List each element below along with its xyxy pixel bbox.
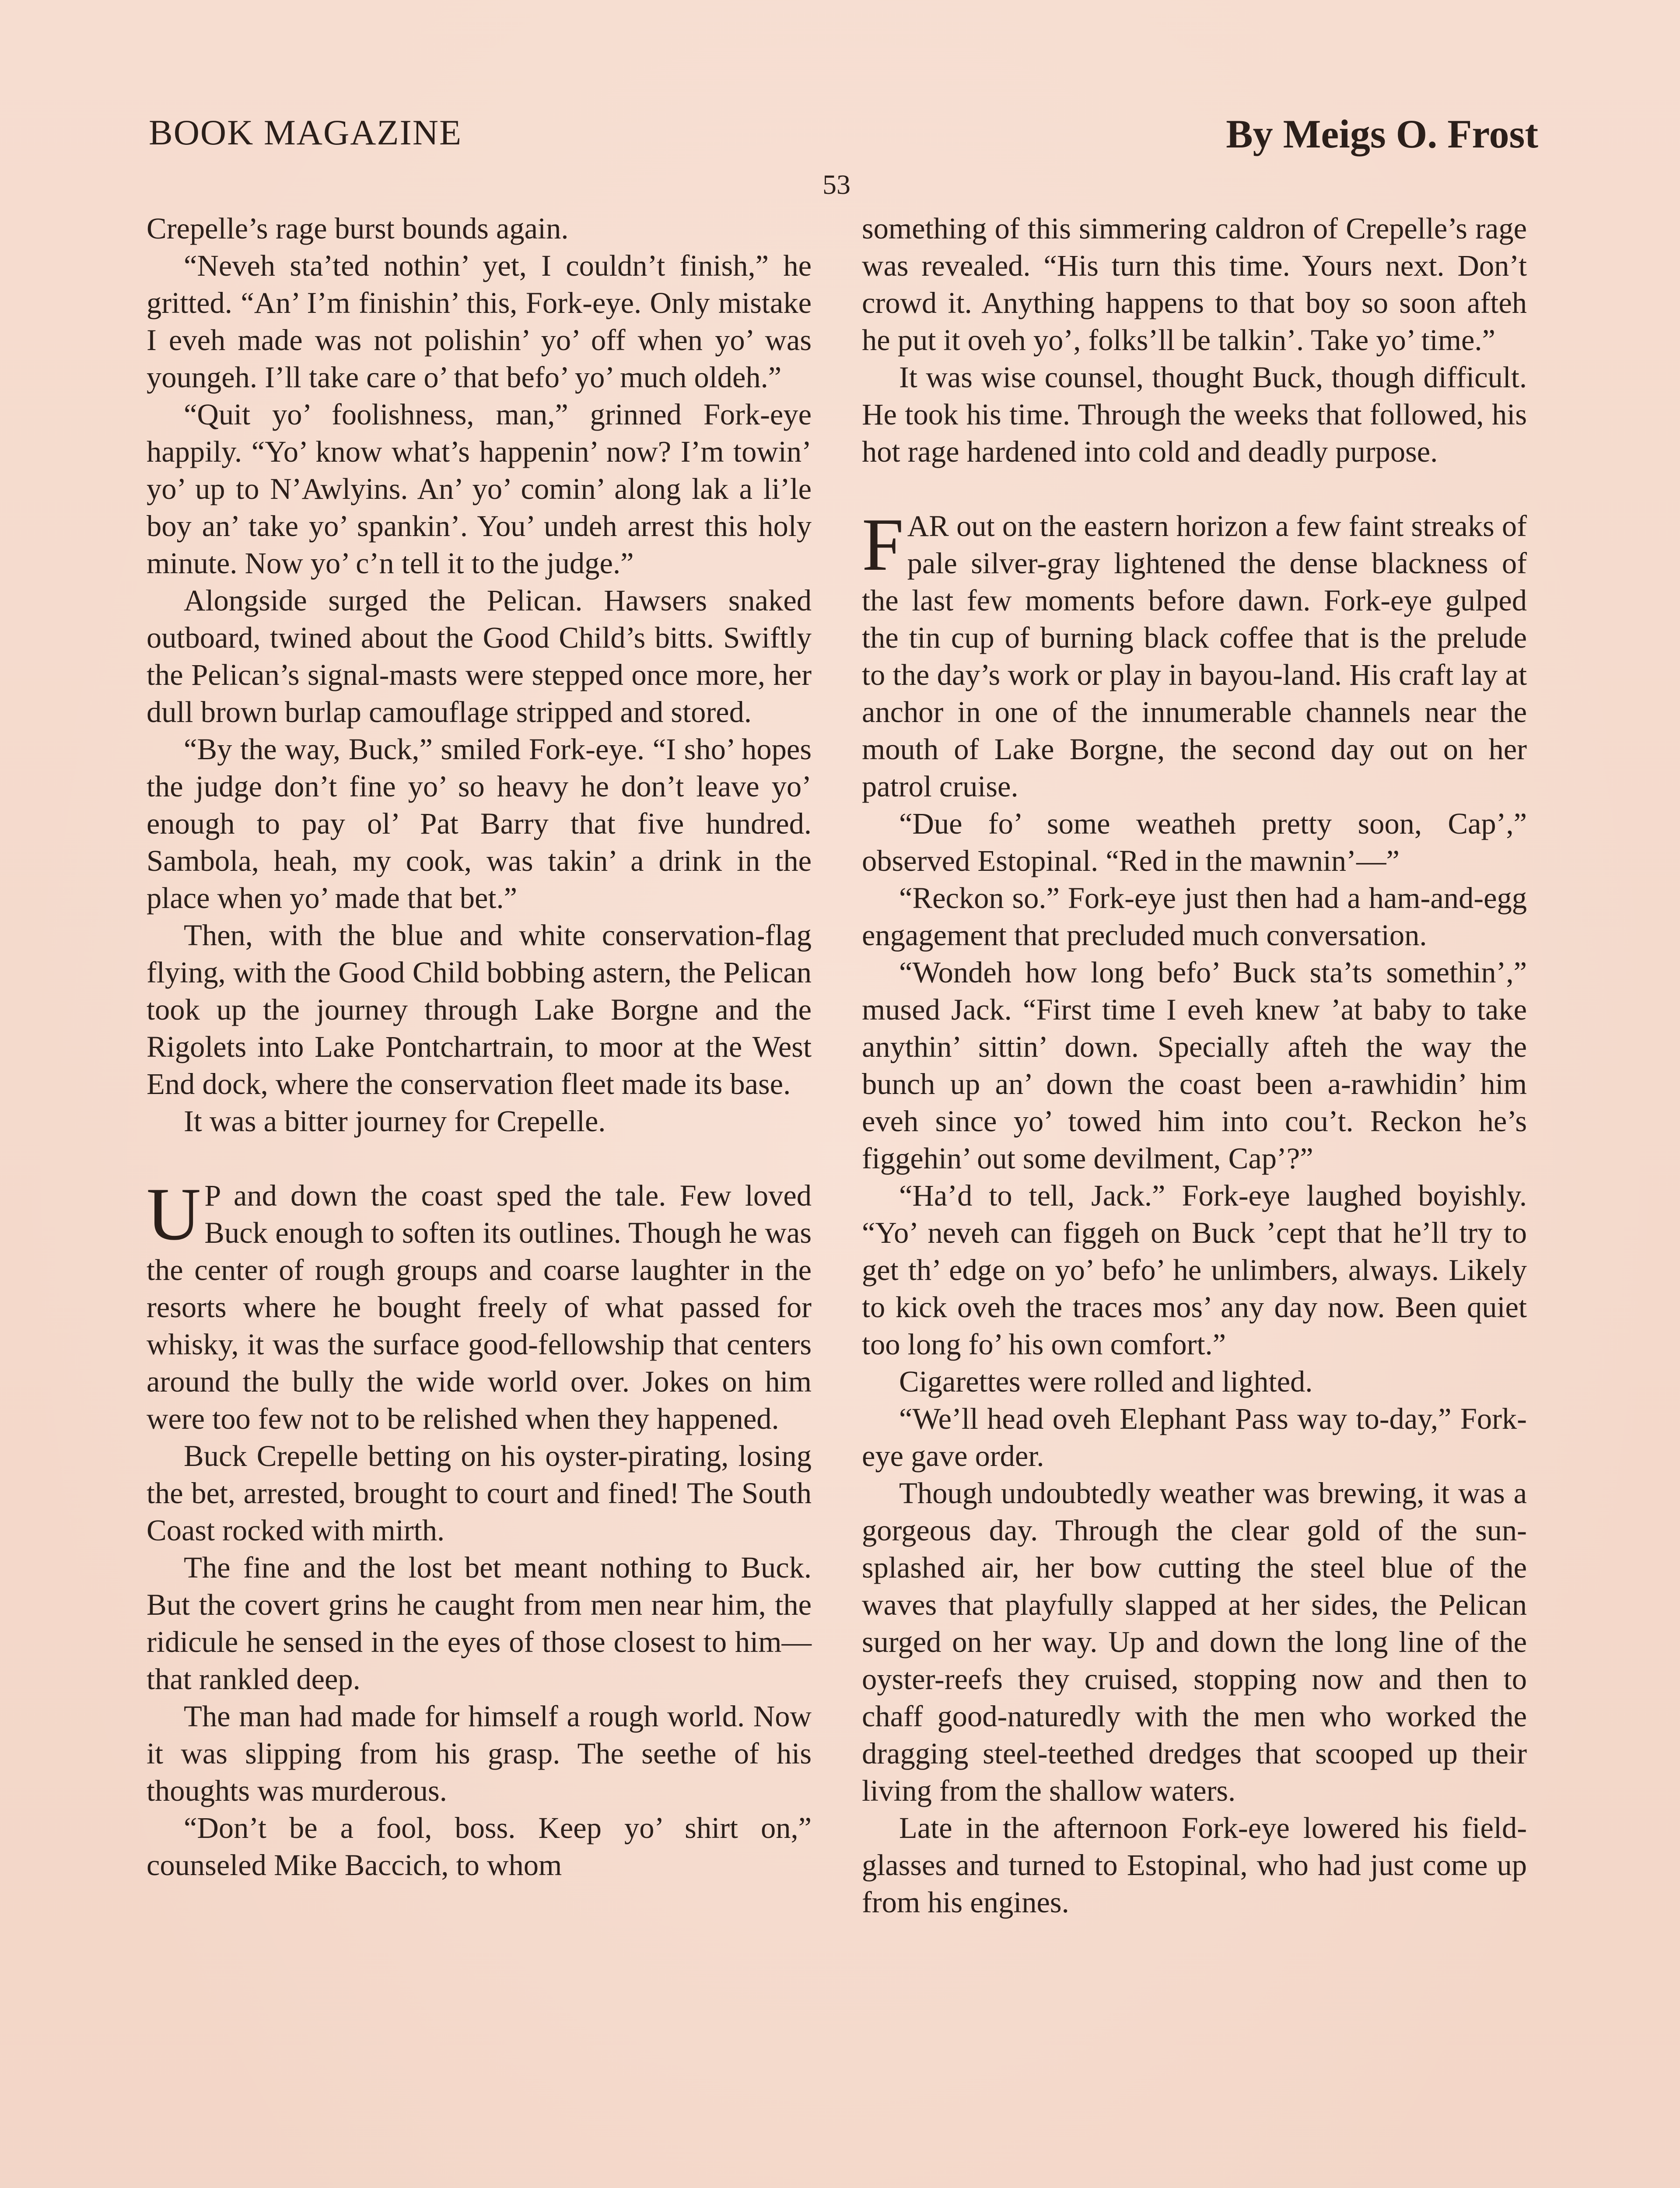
paragraph: Cigarettes were rolled and lighted. — [899, 1365, 1313, 1398]
author-byline: By Meigs O. Frost — [1226, 112, 1538, 156]
paragraph: “By the way, Buck,” smiled Fork-eye. “I sho’ hopes the judge don’t fine yo’ so heavy he don’t leave yo’ enough to pay ol’ Pat Barry that five hundred. Sambola, heah, my cook, was takin’ a drink in the place when yo’ made that bet.” — [147, 733, 812, 915]
paragraph: “Don’t be a fool, boss. Keep yo’ shirt on,” counseled Mike Baccich, to whom — [147, 1811, 812, 1882]
magazine-title: BOOK MAGAZINE — [149, 112, 462, 152]
paragraph: Alongside surged the Pelican. Hawsers snaked outboard, twined about the Good Child’s bitts. Swiftly the Pelican’s signal-masts were stepped once more, her dull brown burlap camouflage stripped and stored. — [147, 584, 812, 729]
paragraph: It was a bitter journey for Crepelle. — [184, 1105, 606, 1138]
paragraph: “We’ll head oveh Elephant Pass way to-day,” Fork-eye gave order. — [862, 1402, 1527, 1473]
paragraph: “Reckon so.” Fork-eye just then had a ham-and-egg engagement that precluded much conversation. — [862, 881, 1527, 952]
section-opening-text: P and down the coast sped the tale. Few loved Buck enough to soften its outlines. Though he was the center of rough groups and coarse laughter in the resorts where he bought freely of what passed for whisky, it was the surface good-fellowship that centers around the bully the wide world over. Jokes on him were too few not to be relished when they happened. — [147, 1179, 812, 1435]
paragraph: Buck Crepelle betting on his oyster-pirating, losing the bet, arrested, brought to court and fined! The South Coast rocked with mirth. — [147, 1439, 812, 1547]
left-column — [147, 210, 812, 1884]
paragraph: Then, with the blue and white conservation-flag flying, with the Good Child bobbing astern, the Pelican took up the journey through Lake Borgne and the Rigolets into Lake Pontchartrain, to moor at the West End dock, where the conservation fleet made its base. — [147, 919, 812, 1101]
paragraph: Late in the afternoon Fork-eye lowered his field-glasses and turned to Estopinal, who had just come up from his engines. — [862, 1811, 1527, 1919]
section-opening-text: AR out on the eastern horizon a few faint streaks of pale silver-gray lightened the dense blackness of the last few moments before dawn. Fork-eye gulped the tin cup of burning black coffee that is the prelude to the day’s work or play in bayou-land. His craft lay at anchor in one of the innumerable channels near the mouth of Lake Borgne, the second day out on her patrol cruise. — [862, 509, 1527, 803]
page-number: 53 — [822, 169, 850, 200]
drop-cap: F — [862, 503, 904, 586]
section-opening-paragraph — [862, 503, 1527, 805]
right-column — [862, 210, 1527, 1921]
section-opening-paragraph — [147, 1173, 812, 1438]
paragraph: “Quit yo’ foolishness, man,” grinned Fork-eye happily. “Yo’ know what’s happenin’ now? I’m towin’ yo’ up to N’Awlyins. An’ yo’ comin’ along lak a li’le boy an’ take yo’ spankin’. You’ undeh arrest this holy minute. Now yo’ c’n tell it to the judge.” — [147, 398, 812, 580]
paragraph: The fine and the lost bet meant nothing to Buck. But the covert grins he caught from men near him, the ridicule he sensed in the eyes of those closest to him—that rankled deep. — [147, 1551, 812, 1696]
paragraph: Crepelle’s rage burst bounds again. — [147, 212, 569, 245]
drop-cap: U — [147, 1173, 201, 1256]
paragraph: “Neveh sta’ted nothin’ yet, I couldn’t finish,” he gritted. “An’ I’m finishin’ this, Fork-eye. Only mistake I eveh made was not polishin’ yo’ off when yo’ was youngeh. I’ll take care o’ that befo’ yo’ much oldeh.” — [147, 249, 812, 394]
paragraph: It was wise counsel, thought Buck, though difficult. He took his time. Through the weeks that followed, his hot rage hardened into cold and deadly purpose. — [862, 361, 1527, 468]
paragraph: “Ha’d to tell, Jack.” Fork-eye laughed boyishly. “Yo’ neveh can figgeh on Buck ’cept that he’ll try to get th’ edge on yo’ befo’ he unlimbers, always. Likely to kick oveh the traces mos’ any day now. Been quiet too long fo’ his own comfort.” — [862, 1179, 1527, 1361]
paragraph: “Wondeh how long befo’ Buck sta’ts somethin’,” mused Jack. “First time I eveh knew ’at baby to take anythin’ sittin’ down. Specially afteh the way the bunch up an’ down the coast been a-rawhidin’ him eveh since yo’ towed him into cou’t. Reckon he’s figgehin’ out some devilment, Cap’?” — [862, 956, 1527, 1175]
paragraph: “Due fo’ some weatheh pretty soon, Cap’,” observed Estopinal. “Red in the mawnin’—” — [862, 807, 1527, 877]
paragraph: Though undoubtedly weather was brewing, it was a gorgeous day. Through the clear gold of the sun-splashed air, her bow cutting the steel blue of the waves that playfully slapped at her sides, the Pelican surged on her way. Up and down the long line of the oyster-reefs they cruised, stopping now and then to chaff good-naturedly with the men who worked the dragging steel-teethed dredges that scooped up their living from the shallow waters. — [862, 1476, 1527, 1807]
paragraph: something of this simmering caldron of Crepelle’s rage was revealed. “His turn this time. Yours next. Don’t crowd it. Anything happens to that boy so soon afteh he put it oveh yo’, folks’ll be talkin’. Take yo’ time.” — [862, 212, 1527, 357]
paragraph: The man had made for himself a rough world. Now it was slipping from his grasp. The seethe of his thoughts was murderous. — [147, 1700, 812, 1807]
